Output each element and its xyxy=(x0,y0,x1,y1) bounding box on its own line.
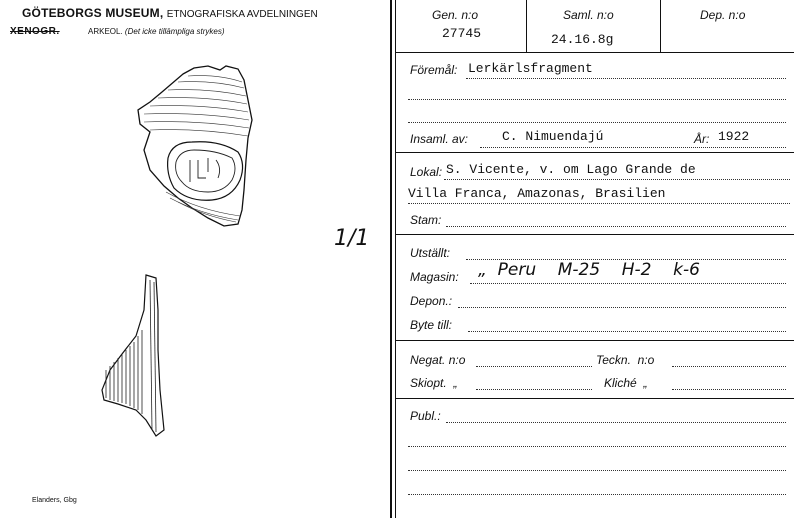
insaml-label: Insaml. av: xyxy=(410,132,469,146)
museum-title xyxy=(22,6,318,20)
header-divider-1 xyxy=(526,0,527,52)
section-rule-3 xyxy=(396,340,794,341)
gen-value: 27745 xyxy=(442,26,482,41)
magasin-label: Magasin: xyxy=(410,270,459,284)
lokal-line2-value: Villa Franca, Amazonas, Brasilien xyxy=(408,186,666,201)
kliche-label: Kliché „ xyxy=(604,376,648,390)
utstallt-label: Utställt: xyxy=(410,246,451,260)
section-rule-2 xyxy=(396,234,794,235)
top-border xyxy=(395,0,396,518)
lokal-line-1 xyxy=(444,179,790,180)
publ-line-4 xyxy=(408,494,786,495)
byte-label: Byte till: xyxy=(410,318,453,332)
foremal-label: Föremål: xyxy=(410,63,458,77)
publ-line-2 xyxy=(408,446,786,447)
section-rule-4 xyxy=(396,398,794,399)
foremal-line-3 xyxy=(408,122,786,123)
section-rule-1 xyxy=(396,152,794,153)
negat-line xyxy=(476,366,592,367)
gen-label: Gen. n:o xyxy=(432,8,479,22)
teckn-label: Teckn. n:o xyxy=(596,353,655,367)
magasin-line xyxy=(470,283,786,284)
negat-label: Negat. n:o xyxy=(410,353,466,367)
saml-value: 24.16.8g xyxy=(551,32,614,47)
publ-line-3 xyxy=(408,470,786,471)
arkeol-label xyxy=(88,27,225,36)
kliche-line xyxy=(672,389,786,390)
depon-line xyxy=(458,307,786,308)
lokal-line1-value: S. Vicente, v. om Lago Grande de xyxy=(446,162,696,177)
stam-line xyxy=(446,226,786,227)
insaml-line xyxy=(480,147,786,148)
lokal-line-2 xyxy=(408,203,790,204)
ar-label: År: xyxy=(694,132,710,146)
strike-note: (Det icke tillämpliga strykes) xyxy=(124,27,225,36)
lokal-label: Lokal: xyxy=(410,165,443,179)
skiopt-label: Skiopt. „ xyxy=(410,376,458,390)
publ-label: Publ.: xyxy=(410,409,441,423)
department-name: ETNOGRAFISKA AVDELNINGEN xyxy=(166,9,318,20)
dep-label: Dep. n:o xyxy=(700,8,746,22)
teckn-line xyxy=(672,366,786,367)
scale-mark: 1/1 xyxy=(334,226,370,251)
museum-name: GÖTEBORGS MUSEUM, xyxy=(22,6,164,20)
foremal-value: Lerkärlsfragment xyxy=(468,61,593,76)
saml-label: Saml. n:o xyxy=(563,8,614,22)
skiopt-line xyxy=(476,389,592,390)
publ-line-1 xyxy=(446,422,786,423)
printer-credit: Elanders, Gbg xyxy=(32,497,77,504)
depon-label: Depon.: xyxy=(410,294,453,308)
stam-label: Stam: xyxy=(410,213,442,227)
foremal-line-1 xyxy=(466,78,786,79)
header-bottom-rule xyxy=(396,52,794,53)
foremal-line-2 xyxy=(408,99,786,100)
card-divider xyxy=(390,0,392,518)
arkeol-text: ARKEOL. xyxy=(88,27,123,36)
struck-out-code: XENOGR. xyxy=(10,26,60,37)
header-divider-2 xyxy=(660,0,661,52)
sherd-drawing-top xyxy=(128,60,268,235)
magasin-value: „ Peru M-25 H-2 k-6 xyxy=(478,260,700,280)
insaml-value: C. Nimuendajú xyxy=(502,129,604,144)
sherd-drawing-profile xyxy=(96,270,176,440)
byte-line xyxy=(468,331,786,332)
ar-value: 1922 xyxy=(718,129,750,144)
